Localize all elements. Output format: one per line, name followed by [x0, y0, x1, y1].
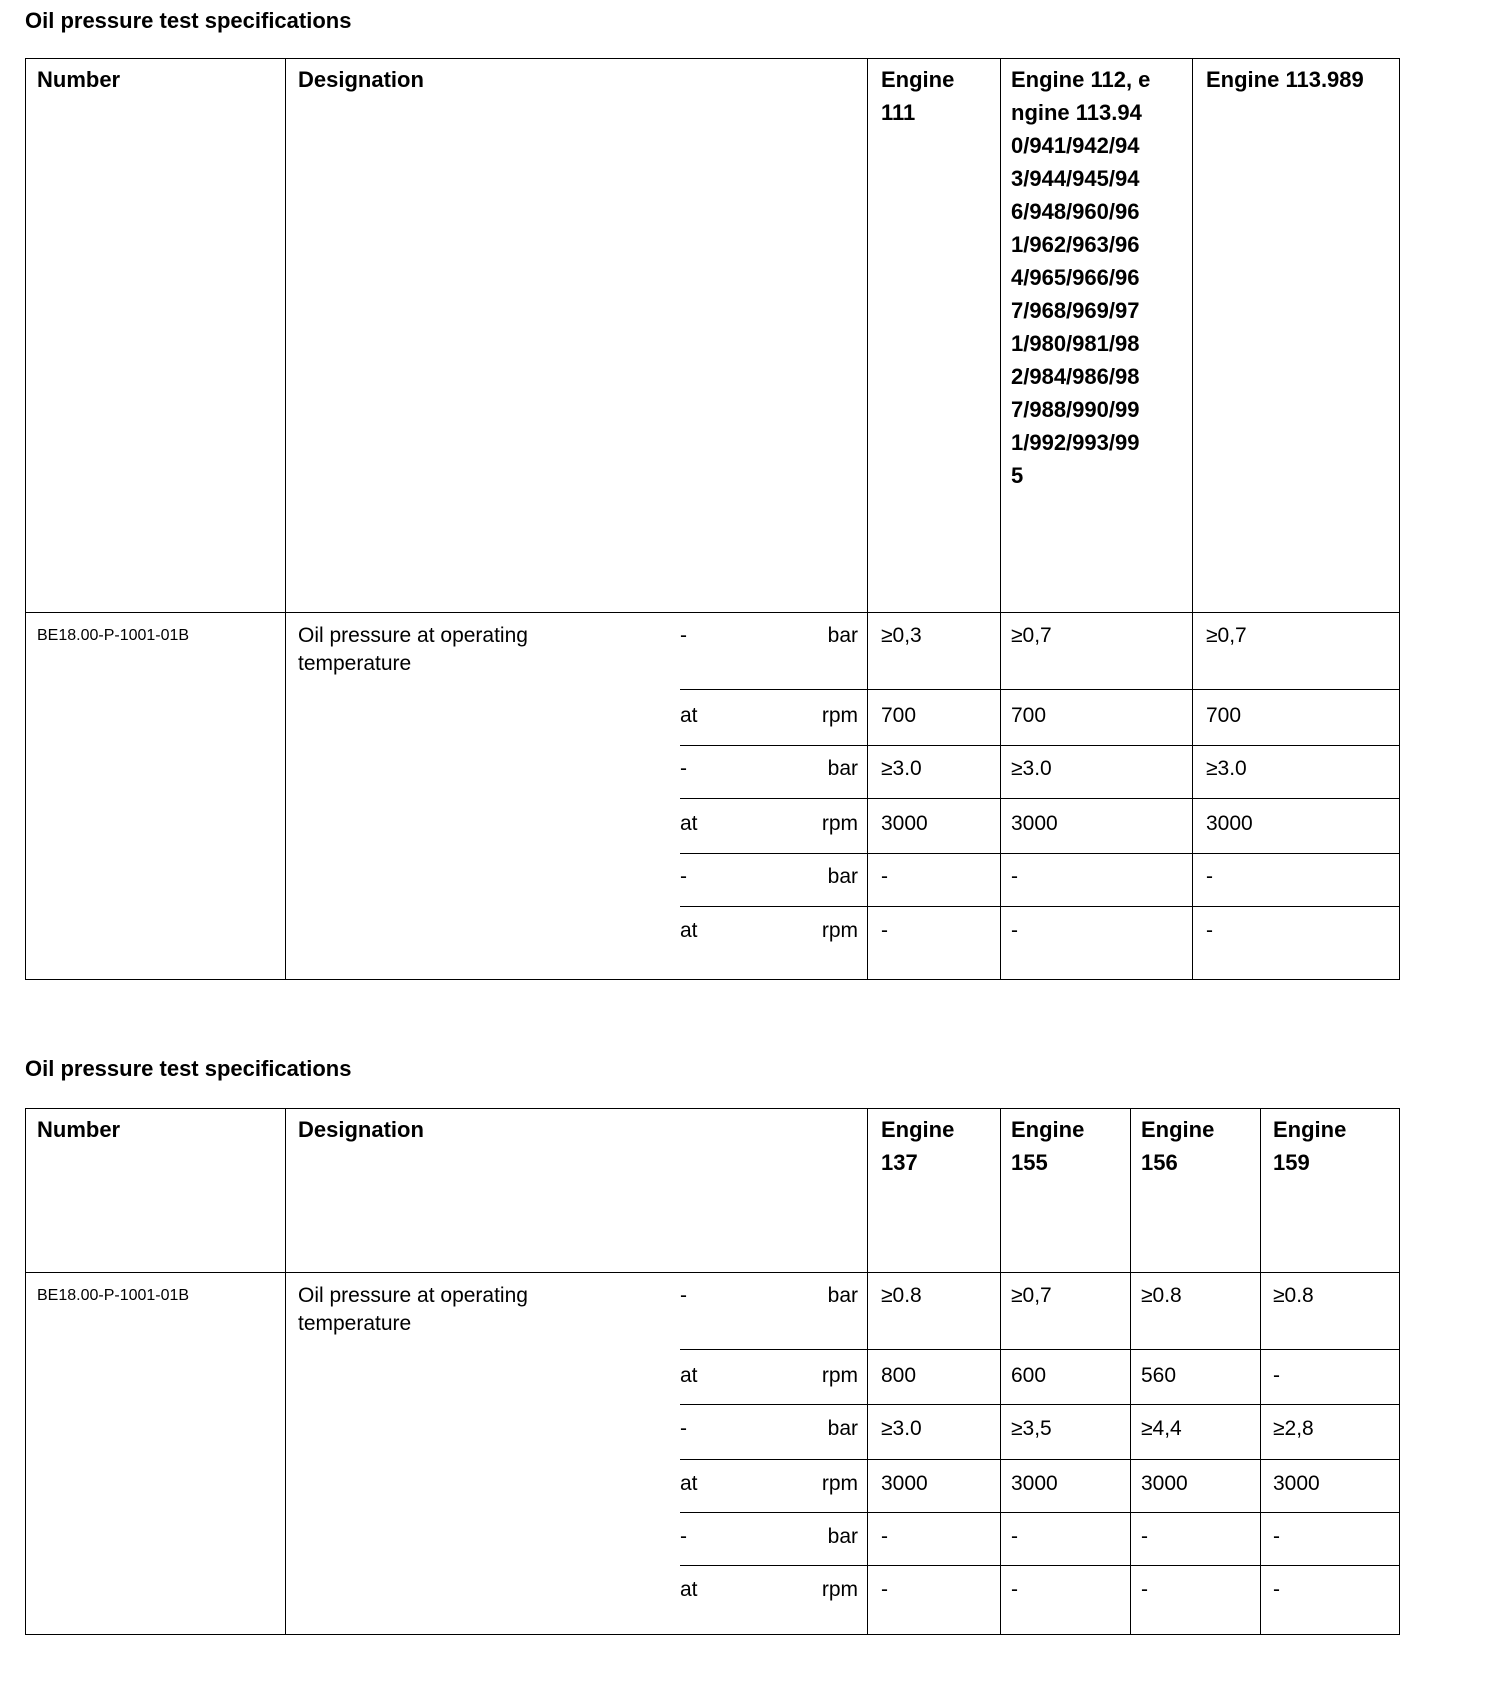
subrow-prefix: - — [680, 1525, 687, 1548]
value-cell: ≥0.8 — [881, 1284, 922, 1307]
header-engine: Engine 156 — [1141, 1117, 1215, 1175]
header-engine: Engine 112, engine 113.940/941/942/943/944/945/946/948/960/961/962/963/964/965/966/967/968/969/971/980/981/982/984/986/987/988/990/991/992/993/995 — [1011, 67, 1151, 488]
subrow-unit: rpm — [821, 1578, 858, 1601]
value-cell: ≥0.8 — [1141, 1284, 1182, 1307]
row-designation: Oil pressure at operating temperature — [298, 1284, 528, 1335]
divider — [1130, 1109, 1131, 1634]
value-cell: ≥0.8 — [1273, 1284, 1314, 1307]
divider — [1000, 1109, 1001, 1634]
subrow-unit: bar — [827, 1284, 858, 1307]
value-cell: ≥2,8 — [1273, 1417, 1314, 1440]
value-cell: 3000 — [1011, 812, 1058, 835]
divider — [680, 853, 1399, 854]
table2-title: Oil pressure test specifications — [25, 1056, 352, 1081]
value-cell: ≥0,3 — [881, 624, 922, 647]
table1-title: Oil pressure test specifications — [25, 8, 352, 33]
divider — [680, 798, 1399, 799]
value-cell: ≥0,7 — [1011, 1284, 1052, 1307]
subrow-unit: rpm — [821, 919, 858, 942]
divider — [680, 906, 1399, 907]
header-designation: Designation — [298, 67, 424, 92]
value-cell: - — [881, 1525, 888, 1548]
row-number: BE18.00-P-1001-01B — [37, 1287, 190, 1304]
divider — [680, 689, 1399, 690]
divider — [1000, 59, 1001, 979]
subrow-unit: rpm — [821, 704, 858, 727]
divider — [26, 1272, 1399, 1273]
value-cell: ≥3,5 — [1011, 1417, 1052, 1440]
subrow-prefix: at — [680, 1472, 698, 1495]
subrow-prefix: - — [680, 865, 687, 888]
value-cell: ≥3.0 — [1011, 757, 1052, 780]
value-cell: ≥3.0 — [881, 757, 922, 780]
divider — [680, 1565, 1399, 1566]
header-number: Number — [37, 67, 121, 92]
subrow-unit: bar — [827, 865, 858, 888]
subrow-prefix: at — [680, 704, 698, 727]
value-cell: 3000 — [1273, 1472, 1320, 1495]
value-cell: 3000 — [881, 1472, 928, 1495]
divider — [680, 1404, 1399, 1405]
subrow-unit: bar — [827, 624, 858, 647]
value-cell: 700 — [1206, 704, 1242, 727]
value-cell: 3000 — [1141, 1472, 1188, 1495]
subrow-unit: rpm — [821, 812, 858, 835]
value-cell: - — [1011, 919, 1018, 942]
value-cell: - — [881, 1578, 888, 1601]
subrow-unit: bar — [827, 1525, 858, 1548]
value-cell: - — [881, 865, 888, 888]
value-cell: ≥0,7 — [1011, 624, 1052, 647]
value-cell: 700 — [1011, 704, 1047, 727]
value-cell: - — [881, 919, 888, 942]
header-engine: Engine 111 — [881, 67, 955, 125]
value-cell: 3000 — [1011, 1472, 1058, 1495]
subrow-prefix: at — [680, 1578, 698, 1601]
value-cell: - — [1273, 1578, 1280, 1601]
divider — [1260, 1109, 1261, 1634]
subrow-prefix: - — [680, 1284, 687, 1307]
value-cell: 3000 — [881, 812, 928, 835]
divider — [285, 1109, 286, 1634]
value-cell: ≥3.0 — [1206, 757, 1247, 780]
divider — [26, 612, 1399, 613]
value-cell: ≥4,4 — [1141, 1417, 1182, 1440]
divider — [680, 1512, 1399, 1513]
value-cell: - — [1011, 865, 1018, 888]
header-engine: Engine 155 — [1011, 1117, 1085, 1175]
subrow-prefix: - — [680, 1417, 687, 1440]
subrow-unit: rpm — [821, 1364, 858, 1387]
header-engine: Engine 159 — [1273, 1117, 1347, 1175]
value-cell: ≥0,7 — [1206, 624, 1247, 647]
row-number: BE18.00-P-1001-01B — [37, 627, 190, 644]
value-cell: - — [1273, 1525, 1280, 1548]
value-cell: - — [1206, 919, 1213, 942]
value-cell: 3000 — [1206, 812, 1253, 835]
subrow-unit: bar — [827, 757, 858, 780]
spec-table-2 — [25, 1108, 1400, 1635]
subrow-prefix: - — [680, 757, 687, 780]
subrow-prefix: at — [680, 812, 698, 835]
value-cell: 600 — [1011, 1364, 1047, 1387]
header-designation: Designation — [298, 1117, 424, 1142]
value-cell: 560 — [1141, 1364, 1177, 1387]
value-cell: 800 — [881, 1364, 917, 1387]
value-cell: - — [1141, 1578, 1148, 1601]
divider — [285, 59, 286, 979]
value-cell: - — [1206, 865, 1213, 888]
subrow-prefix: at — [680, 919, 698, 942]
divider — [680, 745, 1399, 746]
spec-table-1 — [25, 58, 1400, 980]
value-cell: - — [1011, 1578, 1018, 1601]
value-cell: - — [1011, 1525, 1018, 1548]
header-number: Number — [37, 1117, 121, 1142]
header-engine: Engine 113.989 — [1206, 67, 1364, 92]
value-cell: - — [1141, 1525, 1148, 1548]
subrow-unit: bar — [827, 1417, 858, 1440]
subrow-prefix: at — [680, 1364, 698, 1387]
divider — [1192, 59, 1193, 979]
value-cell: - — [1273, 1364, 1280, 1387]
value-cell: 700 — [881, 704, 917, 727]
divider — [867, 1109, 868, 1634]
divider — [680, 1459, 1399, 1460]
divider — [680, 1349, 1399, 1350]
subrow-prefix: - — [680, 624, 687, 647]
subrow-unit: rpm — [821, 1472, 858, 1495]
row-designation: Oil pressure at operating temperature — [298, 624, 528, 675]
value-cell: ≥3.0 — [881, 1417, 922, 1440]
header-engine: Engine 137 — [881, 1117, 955, 1175]
divider — [867, 59, 868, 979]
